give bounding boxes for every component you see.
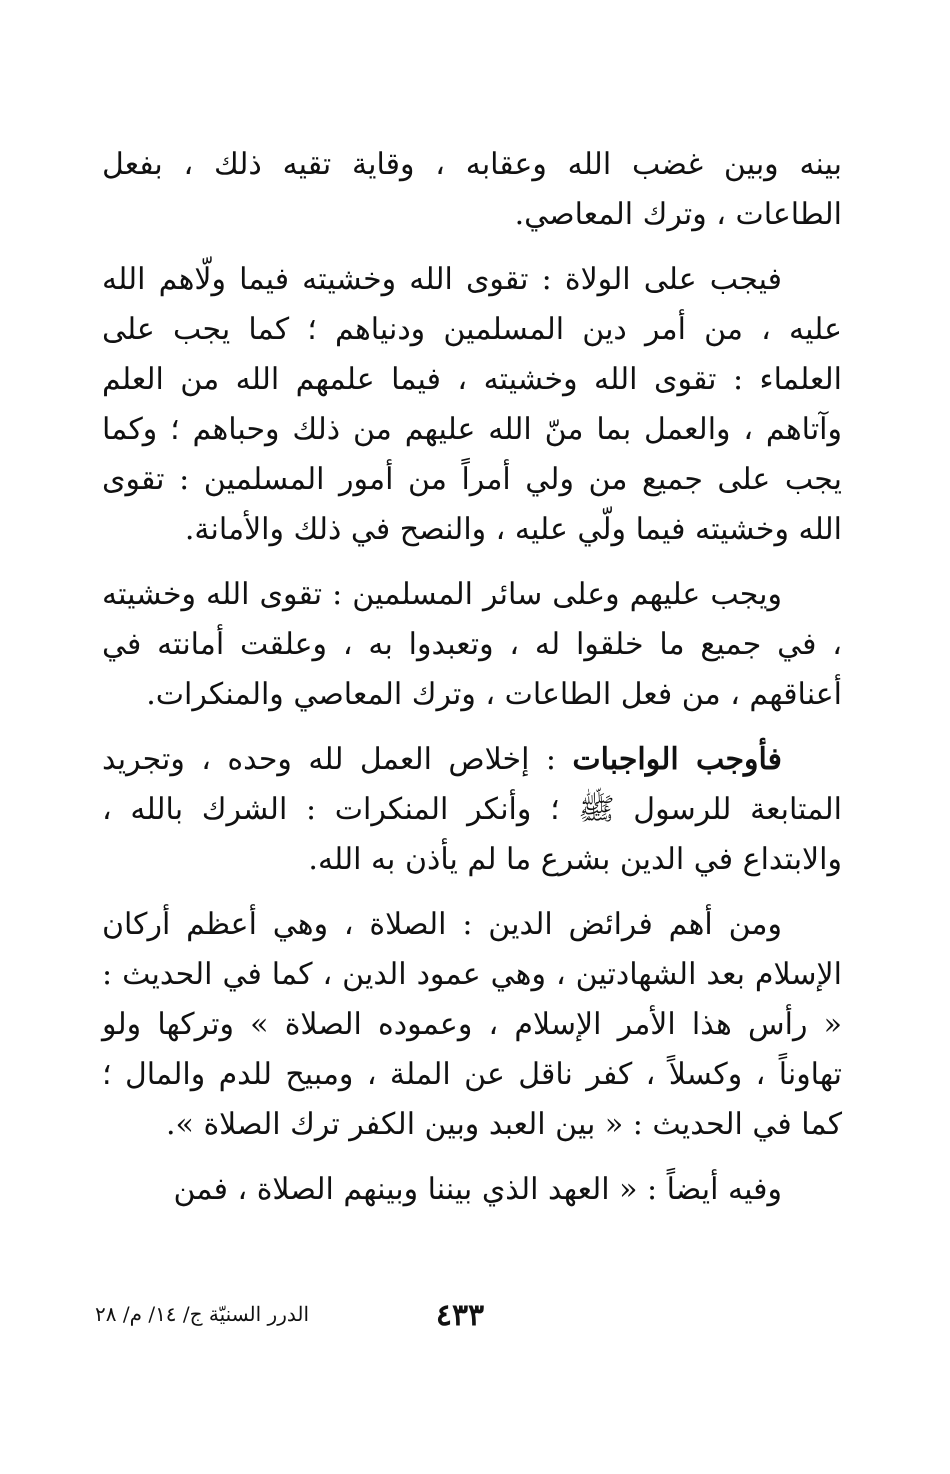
paragraph-5-text: ومن أهم فرائض الدين : الصلاة ، وهي أعظم أركان الإسلام بعد الشهادتين ، وهي عمود الدين ، كما في الحديث : « رأس هذا الأمر الإسلام ، وعموده الصلاة » وتركها ولو تهاوناً ، وكسلاً ، كفر ناقل عن الملة ، ومبيح للدم والمال ؛ كما في الحديث : « بين العبد وبين الكفر ترك الصلاة ». [102,907,842,1142]
paragraph-4-bold-lead: فأوجب الواجبات [572,742,782,777]
body-text [102,140,842,1230]
paragraph-2 [102,255,842,555]
source-reference: الدرر السنيّة ج/ ١٤/ م/ ٢٨ [95,1302,310,1326]
paragraph-3 [102,570,842,720]
paragraph-1 [102,140,842,240]
paragraph-6 [102,1165,842,1215]
paragraph-1-text: بينه وبين غضب الله وعقابه ، وقاية تقيه ذلك ، بفعل الطاعات ، وترك المعاصي. [102,147,842,232]
paragraph-5 [102,900,842,1150]
paragraph-4 [102,735,842,885]
paragraph-4-text: : إخلاص العمل لله وحده ، وتجريد المتابعة للرسول ﷺ ؛ وأنكر المنكرات : الشرك بالله ، والابتداع في الدين بشرع ما لم يأذن به الله. [102,742,842,877]
paragraph-2-text: فيجب على الولاة : تقوى الله وخشيته فيما ولّاهم الله عليه ، من أمر دين المسلمين ودنياهم ؛ كما يجب على العلماء : تقوى الله وخشيته ، فيما علمهم الله من العلم وآتاهم ، والعمل بما منّ الله عليهم من ذلك وحباهم ؛ وكما يجب على جميع من ولي أمراً من أمور المسلمين : تقوى الله وخشيته فيما ولّي عليه ، والنصح في ذلك والأمانة. [102,262,842,547]
paragraph-3-text: ويجب عليهم وعلى سائر المسلمين : تقوى الله وخشيته ، في جميع ما خلقوا له ، وتعبدوا به ، وعلقت أمانته في أعناقهم ، من فعل الطاعات ، وترك المعاصي والمنكرات. [102,577,842,712]
page-number: ٤٣٣ [435,1298,485,1333]
page-footer [0,1290,950,1340]
paragraph-6-text: وفيه أيضاً : « العهد الذي بيننا وبينهم الصلاة ، فمن [173,1172,782,1207]
